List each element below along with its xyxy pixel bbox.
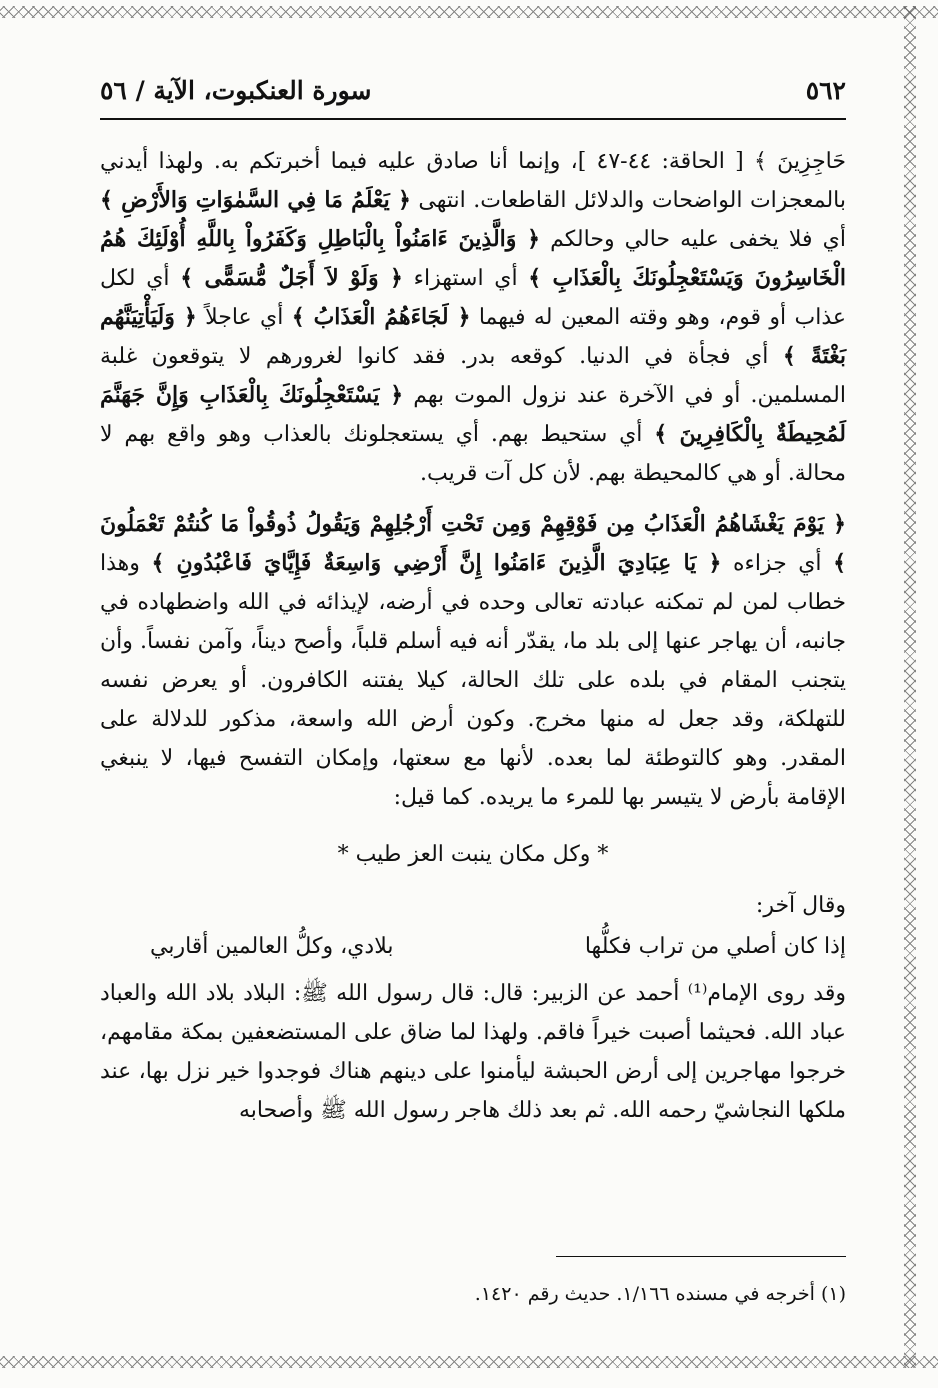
- commentary-text: أي ستحيط بهم. أي يستعجلونك بالعذاب وهو واقع بهم لا محالة. أو هي كالمحيطة بهم. لأن كل آت قريب.: [100, 422, 846, 486]
- page-header: [100, 76, 846, 116]
- quran-citation: ﴿ يَوْمَ يَغْشَاهُمُ الْعَذَابُ مِن فَوْقِهِمْ وَمِن تَحْتِ أَرْجُلِهِمْ وَيَقُولُ ذُوقُواْ مَا كُنتُمْ تَعْمَلُونَ ﴾: [100, 511, 846, 576]
- commentary-text: أي جزاءه: [721, 551, 834, 576]
- verse-couplet: [100, 927, 846, 966]
- intro-other-poet: وقال آخر:: [755, 893, 846, 918]
- quran-citation: ﴿ يَسْتَعْجِلُونَكَ بِالْعَذَابِ وَإِنَّ جَهَنَّمَ لَمُحِيطَةٌ بِالْكَافِرِينَ ﴾: [100, 382, 846, 447]
- quran-citation: ﴿ يَعْلَمُ مَا فِي السَّمٰوَاتِ وَالأَرْضِ ﴾: [100, 187, 411, 213]
- commentary-text: أي فجأة في الدنيا. كوقعه بدر. فقد كانوا لغرورهم لا يتوقعون غلبة المسلمين. أو في الآخرة عند نزول الموت بهم: [100, 344, 846, 408]
- quran-citation: ﴿ لَجَاءَهُمُ الْعَذَابُ ﴾: [291, 304, 471, 330]
- paragraph-1: [100, 142, 846, 493]
- verse-hemistich-1: إذا كان أصلي من تراب فكلُّها: [584, 934, 846, 959]
- page-number: ٥٦٢: [805, 76, 846, 105]
- commentary-text: أي فلا يخفى عليه حالي وحالكم: [540, 227, 846, 252]
- footnote-rule: [556, 1256, 846, 1257]
- commentary-text: وهذا خطاب لمن لم تمكنه عبادته تعالى وحده في أرضه، لإيذائه في الله واضطهاده في جانبه، أن يهاجر عنها إلى بلد ما، يقدّر أنه فيه أسلم قلباً، وأصح ديناً، وآمن نفساً. وأن يتجنب المقام في بلده على تلك الحالة، كيلا يفتنه الكافرون. أو يعرض نفسه للتهلكة، وقد جعل له منها مخرج. وكون أرض الله واسعة، مذكور للدلالة على المقدر. وهو كالتوطئة لما بعده. لأنها مع سعتها، وإمكان التفسح فيها، لا ينبغي الإقامة بأرض لا يتيسر بها للمرء ما يريده. كما قيل:: [100, 551, 846, 810]
- right-ornament-border: [904, 6, 916, 1368]
- bottom-ornament-border: [0, 1356, 938, 1368]
- quran-citation: ﴿ يَا عِبَادِيَ الَّذِينَ ءَامَنُوا إِنَّ أَرْضِي وَاسِعَةٌ فَإِيَّايَ فَاعْبُدُونِ ﴾: [151, 550, 722, 576]
- verse-single: * وكل مكان ينبت العز طيب *: [337, 842, 609, 867]
- commentary-text: أي استهزاء: [402, 266, 529, 291]
- surah-reference: سورة العنكبوت، الآية / ٥٦: [100, 76, 372, 105]
- top-ornament-border: [0, 6, 938, 18]
- quran-citation: ﴿ وَلَوْ لاَ أَجَلٌ مُّسَمًّى ﴾: [180, 265, 403, 291]
- header-rule: [100, 118, 846, 120]
- commentary-text: حَاجِزِينَ ﴾ [ الحاقة: ٤٤-٤٧ ]، وإنما أنا صادق عليه فيما أخبرتكم به. ولهذا أيدني بالمعجزات الواضحات والدلائل القاطعات. انتهى: [100, 149, 846, 213]
- quran-citation: ﴿ وَلَيَأْتِيَنَّهُم بَغْتَةً ﴾: [100, 304, 846, 369]
- page-body: [100, 142, 846, 1130]
- paragraph-3: وقد روى الإمام⁽¹⁾ أحمد عن الزبير: قال: قال رسول الله ﷺ: البلاد بلاد الله والعباد عباد الله. فحيثما أصبت خيراً فاقم. ولهذا لما ضاق على المستضعفين بمكة مقامهم، خرجوا مهاجرين إلى أرض الحبشة ليأمنوا على دينهم هناك فوجدوا خير نزل بها، عند ملكها النجاشيّ رحمه الله. ثم بعد ذلك هاجر رسول الله ﷺ وأصحابه: [100, 981, 846, 1123]
- verse-hemistich-2: بلادي، وكلُّ العالمين أقاربي: [150, 934, 394, 959]
- commentary-text: أي لكل عذاب أو قوم، وهو وقته المعين له فيهما: [100, 266, 846, 330]
- paragraph-2: [100, 505, 846, 817]
- quran-citation: ﴿ وَالَّذِينَ ءَامَنُواْ بِالْبَاطِلِ وَكَفَرُواْ بِاللَّهِ أُوْلَئِكَ هُمُ الْخَاسِرُونَ وَيَسْتَعْجِلُونَكَ بِالْعَذَابِ ﴾: [100, 226, 847, 291]
- commentary-text: أي عاجلاً: [196, 305, 292, 330]
- footnote: (١) أخرجه في مسنده ١/١٦٦. حديث رقم ١٤٢٠.: [474, 1283, 846, 1305]
